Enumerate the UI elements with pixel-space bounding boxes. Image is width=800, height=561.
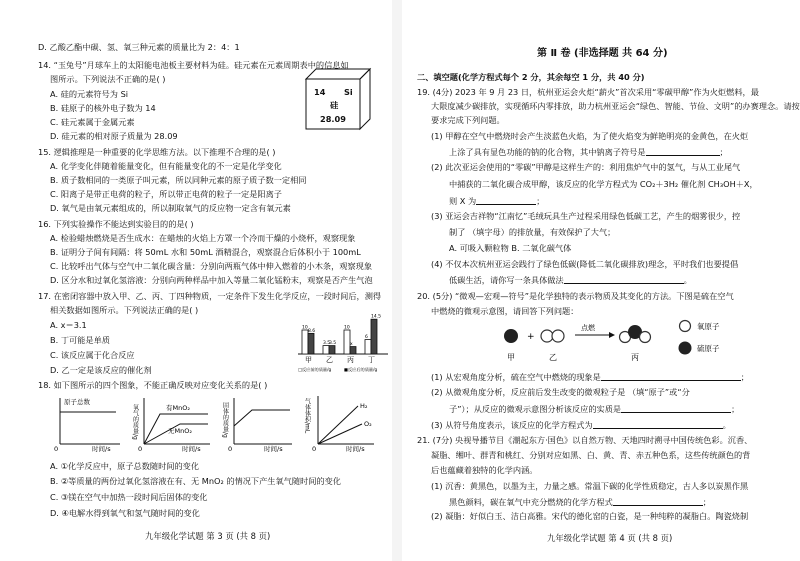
reaction-condition: 点燃 <box>581 324 595 332</box>
q15-option-c: C. 阳离子是带正电荷的粒子，所以带正电荷的粒子一定是阳离子 <box>50 189 282 199</box>
q19-part-3-cont: 制了 （填字母）的排放量，有效保护了大气； <box>449 227 616 237</box>
section-title: 第 Ⅱ 卷 (非选择题 共 64 分) <box>537 48 668 59</box>
graph-4-origin: 0 <box>312 445 317 453</box>
bar-legend-after: ■反应后的质量/g <box>344 367 378 372</box>
graph-4-ylabel: 气体体积/mL <box>303 398 311 434</box>
bar-before-3 <box>365 340 371 354</box>
graph-2-xlabel: 时间/s <box>182 445 201 453</box>
q19-part-1-text: 上涂了具有显色功能的钠的化合物，其中钠离子符号是 <box>449 146 646 157</box>
graph-1 <box>54 394 124 452</box>
graph-2 <box>131 394 214 453</box>
q19-part-4-text: 低碳生活，请你写一条具体做法 <box>449 274 564 285</box>
q17-option-c: C. 该反应属于化合反应 <box>50 350 135 360</box>
q18-option-a: A. ①化学反应中，原子总数随时间的变化 <box>50 461 200 471</box>
bar-before-label-1: 3.5 <box>323 341 331 347</box>
oxygen-atom-2 <box>552 330 564 342</box>
q21-part-1-text: 黑色颜料，碳在氧气中充分燃烧的化学方程式 <box>449 496 613 507</box>
bar-legend-before: □反应前的质量/g <box>298 367 332 372</box>
bar-before-label-0: 10 <box>302 325 308 331</box>
q20-part-2-cont: 子”）；从反应的微观示意图分析该反应的实质是 ； <box>449 403 740 414</box>
bar-before-label-3: 6 <box>365 335 368 341</box>
q21-part-1-answer-blank[interactable] <box>613 497 703 506</box>
q14-option-d: D. 硅元素的相对原子质量为 28.09 <box>50 131 178 141</box>
label-jia: 甲 <box>507 353 515 362</box>
graph-2-label-no-catalyst: 无MnO₂ <box>168 427 192 435</box>
graph-1-xlabel: 时间/s <box>92 445 111 453</box>
bar-before-1 <box>323 346 329 354</box>
graph-3-origin: 0 <box>228 445 233 453</box>
mass-bar-chart <box>296 308 390 374</box>
bar-after-2 <box>350 347 356 354</box>
q17-option-a: A. x＝3.1 <box>50 320 87 330</box>
bar-after-label-0: 8.6 <box>308 328 316 334</box>
legend-sulfur-icon <box>679 342 692 355</box>
q20-part-1: (1) 从宏观角度分析，硫在空气中燃烧的现象是 ； <box>431 371 749 382</box>
bar-after-3 <box>371 319 377 354</box>
bar-category-1: 乙 <box>326 356 333 364</box>
q18-stem: 18. 如下图所示的四个图象，不能正确反映对应变化关系的是( ) <box>38 380 268 390</box>
q16-option-b: B. 证明分子间有间隔：将 50mL 水和 50mL 酒精混合，观察混合后体积小于 100mL <box>50 247 361 257</box>
q21-part-1-cont: 黑色颜料，碳在氧气中充分燃烧的化学方程式 ； <box>449 496 711 507</box>
label-yi: 乙 <box>549 353 557 362</box>
q18-option-d: D. ④电解水得到氧气和氢气随时间的变化 <box>50 508 200 518</box>
q19-part-3-options: A. 可吸入颗粒物 B. 二氧化碳气体 <box>449 243 572 253</box>
q19-part-4-cont: 低碳生活，请你写一条具体做法 。 <box>449 274 692 285</box>
q15-stem: 15. 逻辑推理是一种重要的化学思维方法。以下推理不合理的是( ) <box>38 147 276 157</box>
q19-part-2-equation: 中捕获的二氧化碳合成甲醇，该反应的化学方程式为 CO₂＋3H₂ 催化剂 CH₃OH＋X， <box>449 179 758 189</box>
q20-part-1-text: (1) 从宏观角度分析，硫在空气中燃烧的现象是 <box>431 371 601 382</box>
page-3-footer: 九年级化学试题 第 3 页 (共 8 页) <box>145 531 271 541</box>
q19-part-2-answer-blank[interactable] <box>476 196 536 205</box>
q13-option-d: D. 乙酸乙酯中碳、氢、氧三种元素的质量比为 2：4：1 <box>38 42 240 52</box>
oxygen-atom-1 <box>541 330 553 342</box>
q20-stem-cont: 中燃烧的微观示意图，请回答下列问题： <box>431 306 579 316</box>
q20-stem: 20. (5分) “微观—宏观—符号”是化学独特的表示物质及其变化的方法。下图是硫在空气 <box>417 291 734 301</box>
q17-stem: 17. 在密闭容器中放入甲、乙、丙、丁四种物质，一定条件下发生化学反应，一段时间后，测得 <box>38 291 382 301</box>
q16-option-a: A. 检验蜡烛燃烧是否生成水：在蜡烛的火焰上方罩一个冷而干燥的小烧杯，观察现象 <box>50 233 356 243</box>
graph-3 <box>221 394 296 453</box>
q14-option-a: A. 硅的元素符号为 Si <box>50 89 129 99</box>
page-4-footer: 九年级化学试题 第 4 页 (共 8 页) <box>547 533 673 543</box>
q21-part-2: (2) 凝脂：好似白玉、洁白高雅。宋代的德化窑的白瓷，是一种纯粹的凝脂白。陶瓷烧制 <box>431 511 749 521</box>
q19-part-3: (3) 亚运会吉祥物“江南忆”毛绒玩具生产过程采用绿色低碳工艺，产生的烟雾很少，控 <box>431 211 741 221</box>
bar-after-1 <box>329 346 335 354</box>
element-symbol: Si <box>344 87 353 97</box>
q15-option-b: B. 质子数相同的一类原子叫元素，所以同种元素的原子质子数一定相同 <box>50 175 307 185</box>
q21-stem: 21. (7分) 央视导播节目《潮起东方·国色》以自然万物、天地四时溯寻中国传统色彩。沉香、 <box>417 435 753 445</box>
q15-option-a: A. 化学变化伴随着能量变化，但有能量变化的不一定是化学变化 <box>50 161 282 171</box>
bar-before-label-2: 10 <box>344 325 350 331</box>
q20-part-2-text: 子”）；从反应的微观示意图分析该反应的实质是 <box>449 403 622 414</box>
label-bing: 丙 <box>631 353 639 362</box>
q14-stem: 14. “玉兔号”月球车上的太阳能电池板主要材料为硅。硅元素在元素周期表中的信息如 <box>38 60 349 70</box>
q17-option-b: B. 丁可能是单质 <box>50 335 110 345</box>
bar-category-2: 丙 <box>347 356 354 364</box>
q19-part-1: (1) 甲醇在空气中燃烧时会产生淡蓝色火焰，为了使火焰变为鲜艳明亮的金黄色，在火炬 <box>431 131 749 141</box>
graph-4-curve-h2 <box>318 406 358 444</box>
graph-1-origin: 0 <box>54 445 59 453</box>
q19-stem-cont-2: 要求完成下列问题。 <box>431 115 505 125</box>
graph-4-label-o2: O₂ <box>364 420 372 428</box>
q16-stem: 16. 下列实验操作不能达到实验目的的是( ) <box>38 219 194 229</box>
q18-option-b: B. ②等质量的两份过氧化氢溶液在有、无 MnO₂ 的情况下产生氧气随时间的变化 <box>50 476 341 486</box>
reaction-arrowhead <box>609 332 615 338</box>
graph-2-origin: 0 <box>138 445 143 453</box>
q19-stem-cont: 大限度减少碳排放，实现循环内零排放，助力杭州亚运会“绿色、智能、节俭、文明”的办赛理念。请按 <box>431 101 800 111</box>
sulfur-atom-reactant <box>504 329 518 343</box>
graph-1-ylabel: 原子总数 <box>64 398 90 406</box>
fill-in-heading: 二、填空题(化学方程式每个 2 分，其余每空 1 分，共 40 分) <box>417 72 645 82</box>
q18-option-c: C. ③镁在空气中加热一段时间后固体的变化 <box>50 492 208 502</box>
legend-oxygen: 氧原子 <box>697 322 720 331</box>
graph-4 <box>303 392 378 453</box>
q16-option-d: D. 区分水和过氧化氢溶液：分别向两种样品中加入等量二氧化锰粉末，观察是否产生气泡 <box>50 275 373 285</box>
q15-option-d: D. 氧气是由氧元素组成的，所以制取氧气的反应物一定含有氧元素 <box>50 203 291 213</box>
q20-part-2: (2) 从微观角度分析，反应前后发生改变的微观粒子是 （填“原子”或“分 <box>431 387 690 397</box>
bar-category-0: 甲 <box>305 356 312 364</box>
graph-3-xlabel: 时间/s <box>264 445 283 453</box>
q19-part-4-answer-blank[interactable] <box>564 275 684 284</box>
q20-part-3: (3) 从符号角度表示，该反应的化学方程式为 。 <box>431 419 731 430</box>
q14-option-c: C. 硅元素属于金属元素 <box>50 117 135 127</box>
q19-part-1-cont: 上涂了具有显色功能的钠的化合物，其中钠离子符号是 ； <box>449 146 728 157</box>
q20-part-3-answer-blank[interactable] <box>593 420 723 429</box>
q17-option-d: D. 乙一定是该反应的催化剂 <box>50 365 152 375</box>
q17-stem-cont: 相关数据如图所示。下列说法正确的是( ) <box>50 305 199 315</box>
bar-after-label-1: 3.5 <box>329 341 337 347</box>
q21-stem-cont: 凝脂、缃叶、群青和桃红、分别对应如黑、白、黄、青、赤五种色系，这些传统颜色的背 <box>431 450 751 460</box>
element-mass: 28.09 <box>320 114 346 124</box>
legend-sulfur: 硫原子 <box>697 344 720 353</box>
bar-after-0 <box>308 333 314 354</box>
legend-oxygen-icon <box>680 321 691 332</box>
element-name: 硅 <box>330 100 339 110</box>
q19-stem: 19. (4分) 2023 年 9 月 23 日，杭州亚运会火炬“薪火”首次采用“零碳甲醇”作为火炬燃料，最 <box>417 87 759 97</box>
page-4 <box>397 0 800 561</box>
graph-4-label-h2: H₂ <box>360 402 368 410</box>
page-3 <box>0 0 397 561</box>
graph-3-ylabel: 固体的质量/g <box>221 402 229 438</box>
q19-part-2: (2) 此次亚运会使用的“零碳”甲醇是这样生产的：利用焦炉气中的氢气，与从工业尾气 <box>431 162 741 172</box>
bar-after-label-3: 14.5 <box>371 314 382 320</box>
q19-part-2-text: 则 X 为 <box>449 195 477 206</box>
plus-sign: + <box>527 332 535 342</box>
graph-3-curve <box>234 410 290 426</box>
q19-part-2-cont: 则 X 为 ； <box>449 195 545 206</box>
element-number: 14 <box>314 87 326 97</box>
q16-option-c: C. 比较呼出气体与空气中二氧化碳含量：分别向两瓶气体中伸入燃着的小木条，观察现象 <box>50 261 373 271</box>
q19-part-1-answer-blank[interactable] <box>646 147 720 156</box>
molecule-diagram <box>497 318 757 364</box>
graph-4-xlabel: 时间/s <box>346 445 365 453</box>
q20-part-2-answer-blank[interactable] <box>621 404 731 413</box>
q19-part-4: (4) 不仅本次杭州亚运会践行了绿色低碳(降低二氧化碳排放)理念，平时我们也要提倡 <box>431 259 739 269</box>
q20-part-3-text: (3) 从符号角度表示，该反应的化学方程式为 <box>431 419 593 430</box>
graph-2-label-catalyst: 有MnO₂ <box>166 404 190 412</box>
bar-category-3: 丁 <box>368 356 375 364</box>
q21-part-1: (1) 沉香：黄黑色，以墨为主，力量之感。常温下碳的化学性质稳定，古人多以炭黑作黑 <box>431 481 749 491</box>
q21-stem-cont-2: 后也蕴藏着独特的化学内涵。 <box>431 465 538 475</box>
q14-stem-cont: 图所示。下列说法不正确的是( ) <box>50 74 166 84</box>
product-oxygen-2 <box>640 332 651 343</box>
q14-option-b: B. 硅原子的核外电子数为 14 <box>50 103 156 113</box>
q20-part-1-answer-blank[interactable] <box>601 372 741 381</box>
graph-4-curve-o2 <box>318 424 362 444</box>
bar-after-label-2: x <box>350 342 353 348</box>
graph-2-ylabel: 氧气的质量/g <box>131 404 139 440</box>
element-cell <box>306 69 370 129</box>
